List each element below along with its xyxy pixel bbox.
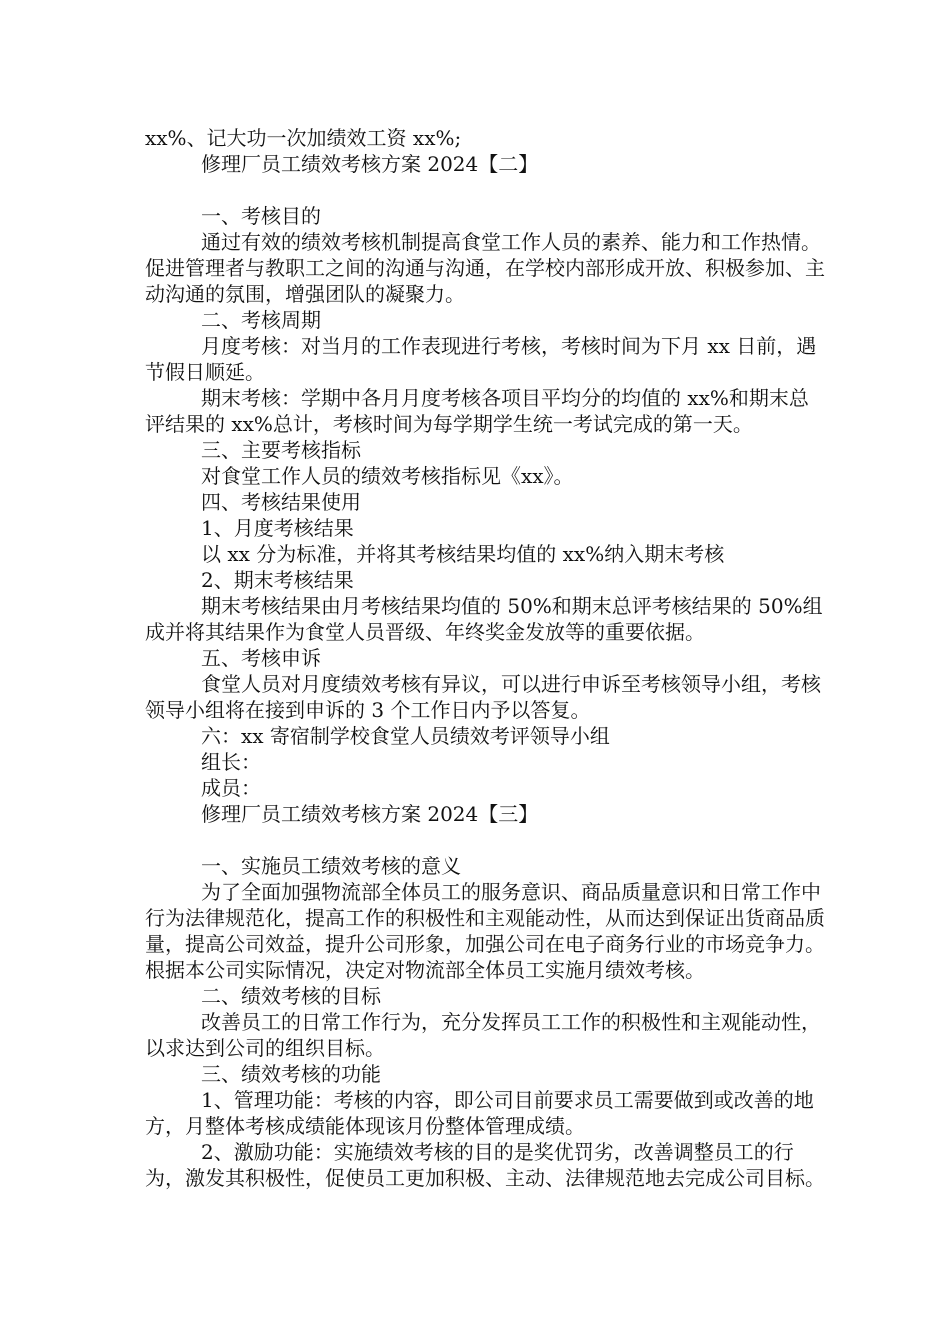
paragraph-text: 月度考核：对当月的工作表现进行考核，考核时间为下月 xx 日前，遇节假日顺延。: [145, 334, 817, 384]
blank-line: [145, 827, 825, 853]
section-title: 修理厂员工绩效考核方案 2024【三】: [201, 802, 539, 826]
blank-line: [145, 177, 825, 203]
heading: 四、考核结果使用: [201, 490, 361, 514]
paragraph-text: 期末考核结果由月考核结果均值的 50%和期末总评考核结果的 50%组成并将其结果作为食堂人员晋级、年终奖金发放等的重要依据。: [145, 594, 823, 644]
subheading: 1、月度考核结果: [201, 516, 354, 540]
paragraph-text: 2、激励功能：实施绩效考核的目的是奖优罚劣，改善调整员工的行为，激发其积极性，促使员工更加积极、主动、法律规范地去完成公司目标。: [145, 1140, 825, 1190]
heading: 六：xx 寄宿制学校食堂人员绩效考评领导小组: [201, 724, 610, 748]
paragraph-text: 成员：: [201, 776, 261, 800]
heading: 一、实施员工绩效考核的意义: [201, 854, 461, 878]
heading: 一、考核目的: [201, 204, 321, 228]
heading: 五、考核申诉: [201, 646, 321, 670]
heading: 二、绩效考核的目标: [201, 984, 381, 1008]
paragraph-text: 为了全面加强物流部全体员工的服务意识、商品质量意识和日常工作中行为法律规范化，提高工作的积极性和主观能动性，从而达到保证出货商品质量，提高公司效益，提升公司形象，加强公司在电子商务行业的市场竞争力。根据本公司实际情况，决定对物流部全体员工实施月绩效考核。: [145, 880, 825, 982]
paragraph-text: 以 xx 分为标准，并将其考核结果均值的 xx%纳入期末考核: [201, 542, 725, 566]
paragraph-text: 改善员工的日常工作行为，充分发挥员工工作的积极性和主观能动性，以求达到公司的组织目标。: [145, 1010, 821, 1060]
heading: 三、绩效考核的功能: [201, 1062, 381, 1086]
paragraph-text: 食堂人员对月度绩效考核有异议，可以进行申诉至考核领导小组，考核领导小组将在接到申诉的 3 个工作日内予以答复。: [145, 672, 821, 722]
subheading: 2、期末考核结果: [201, 568, 354, 592]
document-body: [145, 125, 825, 1191]
heading: 三、主要考核指标: [201, 438, 361, 462]
paragraph-text: 组长：: [201, 750, 261, 774]
paragraph-text: xx%、记大功一次加绩效工资 xx%;: [145, 126, 462, 150]
paragraph-text: 1、管理功能：考核的内容，即公司目前要求员工需要做到或改善的地方，月整体考核成绩能体现该月份整体管理成绩。: [145, 1088, 814, 1138]
heading: 二、考核周期: [201, 308, 321, 332]
section-title: 修理厂员工绩效考核方案 2024【二】: [201, 152, 539, 176]
paragraph-text: 期末考核：学期中各月月度考核各项目平均分的均值的 xx%和期末总评结果的 xx%总计，考核时间为每学期学生统一考试完成的第一天。: [145, 386, 809, 436]
paragraph-text: 通过有效的绩效考核机制提高食堂工作人员的素养、能力和工作热情。促进管理者与教职工之间的沟通与沟通，在学校内部形成开放、积极参加、主动沟通的氛围，增强团队的凝聚力。: [145, 230, 825, 306]
paragraph-text: 对食堂工作人员的绩效考核指标见《xx》。: [201, 464, 574, 488]
